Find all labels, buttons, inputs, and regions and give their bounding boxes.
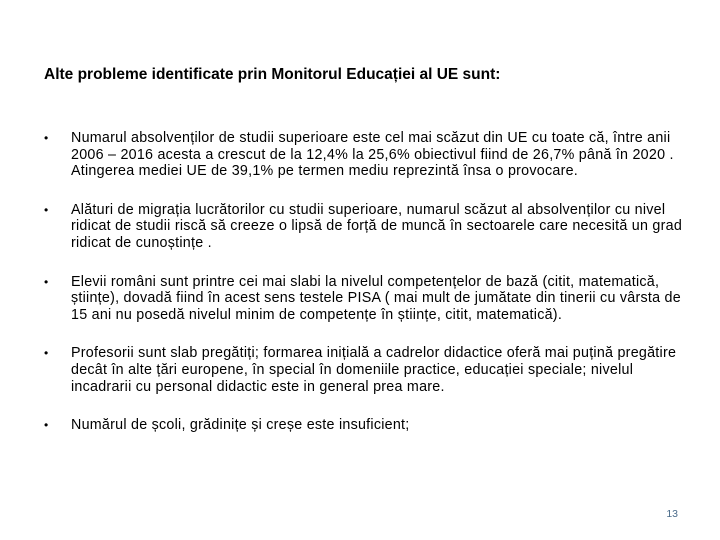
slide-title: Alte probleme identificate prin Monitorul Educației al UE sunt: (44, 66, 501, 83)
bullet-item (44, 345, 694, 395)
bullet-dot-icon: • (44, 346, 49, 361)
bullet-text: Numărul de școli, grădinițe și creșe este insuficient; (71, 417, 410, 434)
bullet-text: Numarul absolvenților de studii superioare este cel mai scăzut din UE cu toate că, între anii 2006 – 2016 acesta a crescut de la 12,4% la 25,6% obiectivul fiind de 26,7% până în 2020 . Atingerea mediei UE de 39,1% pe termen mediu reprezintă însa o provocare. (71, 130, 674, 180)
bullet-item (44, 130, 694, 180)
bullet-dot-icon: • (44, 131, 49, 145)
bullet-text: Profesorii sunt slab pregătiți; formarea inițială a cadrelor didactice oferă mai puțină pregătire decât în alte țări europene, în special în domeniile practice, educației speciale; nivelul incadrarii cu personal didactic este in general prea mare. (71, 345, 677, 395)
bullet-text: Elevii români sunt printre cei mai slabi la nivelul competențelor de bază (citit, matematică, științe), dovadă fiind în acest sens testele PISA ( mai mult de jumătate din tinerii cu vârsta de 15 ani nu posedă nivelul minim de competențe în științe, citit, matematică). (71, 273, 681, 323)
page-number: 13 (666, 508, 678, 520)
bullet-dot-icon: • (44, 202, 49, 217)
bullet-item (44, 202, 694, 252)
bullet-dot-icon: • (44, 274, 49, 289)
bullet-dot-icon: • (44, 418, 49, 433)
bullet-item (44, 417, 694, 434)
bullet-text: Alături de migrația lucrătorilor cu studii superioare, numarul scăzut al absolvenților cu nivel ridicat de studii riscă să creeze o lipsă de forță de muncă în sectoarele care necesită un grad ridicat de cunoștințe . (71, 201, 683, 251)
bullet-item (44, 274, 694, 324)
bullet-list (44, 130, 694, 456)
